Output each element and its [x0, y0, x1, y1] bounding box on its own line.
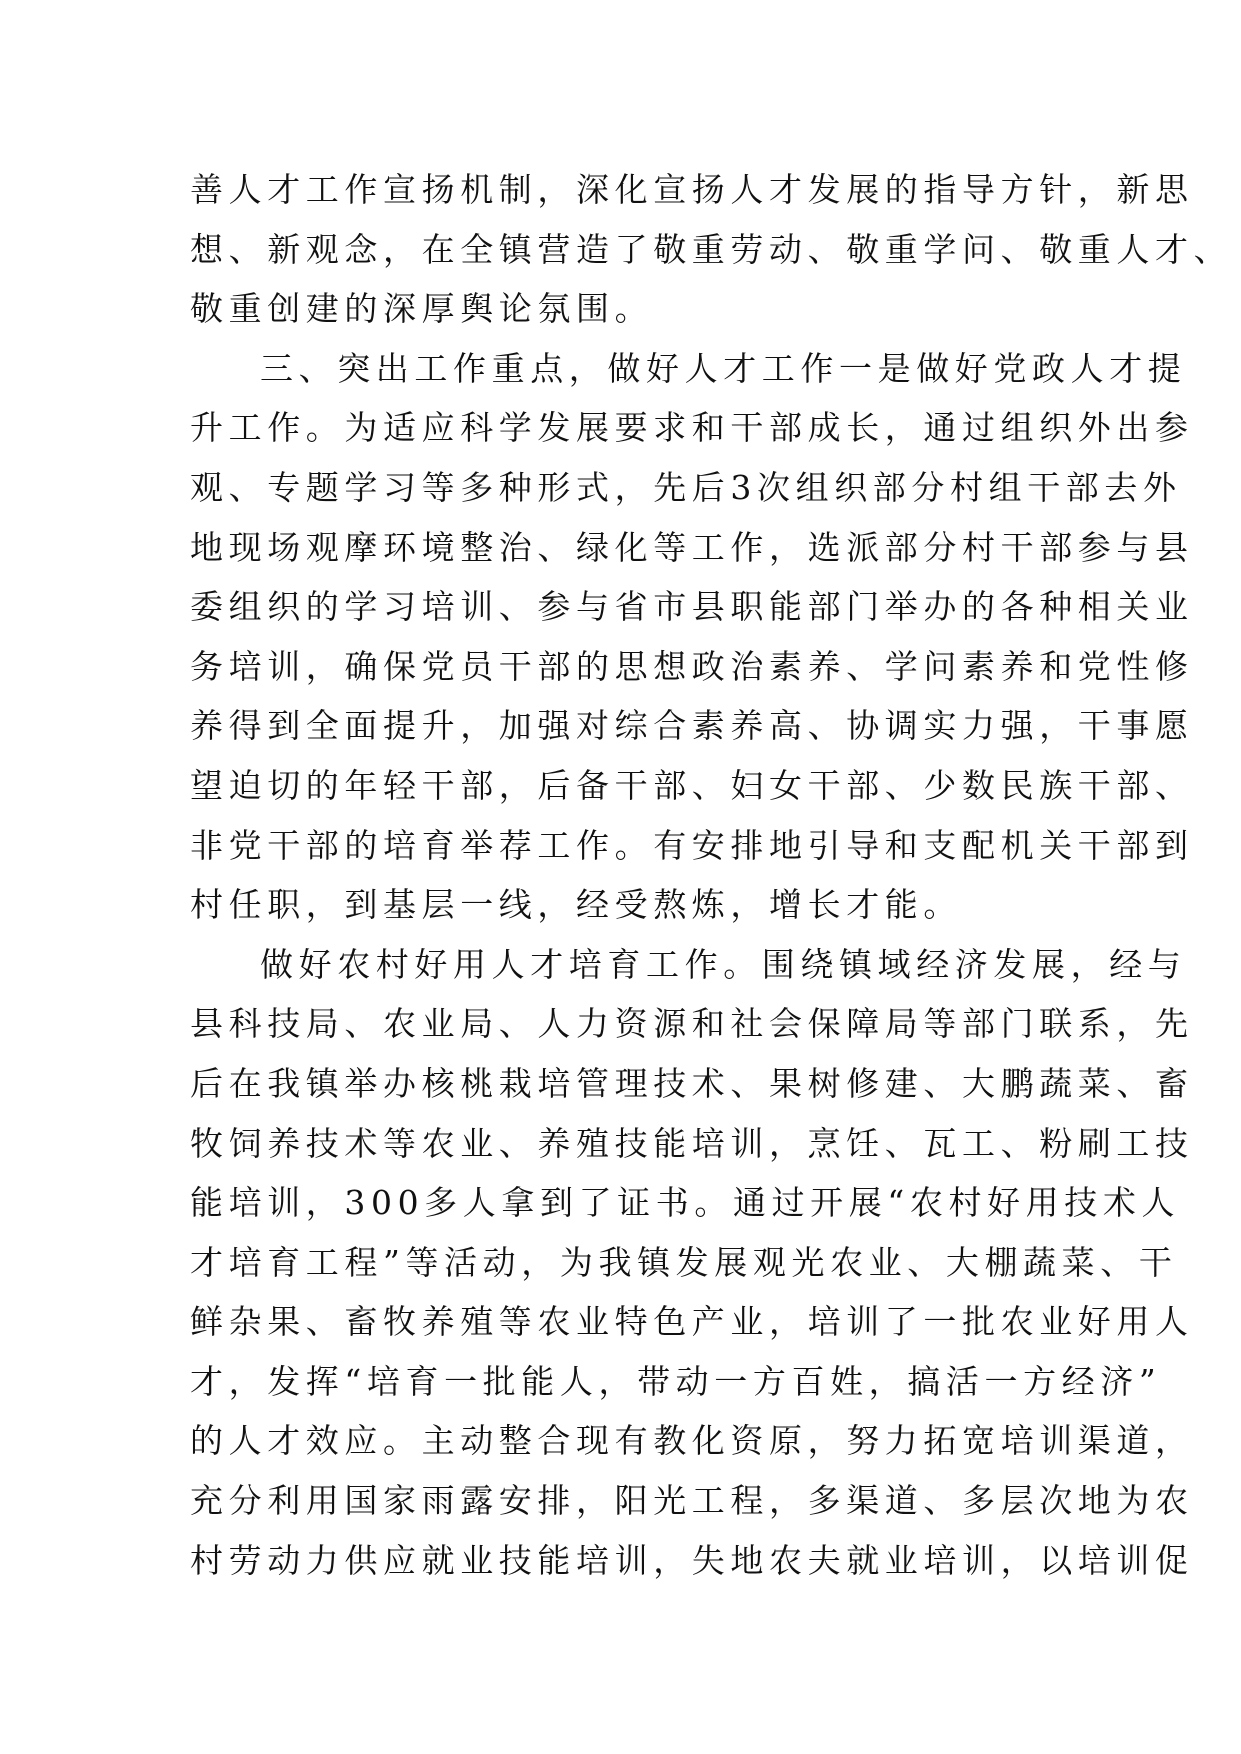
- text-line: 务培训，确保党员干部的思想政治素养、学问素养和党性修: [190, 646, 1194, 686]
- text-line: 牧饲养技术等农业、养殖技能培训，烹饪、瓦工、粉刷工技: [190, 1123, 1194, 1163]
- text-line: 委组织的学习培训、参与省市县职能部门举办的各种相关业: [190, 587, 1194, 627]
- text-line: 善人才工作宣扬机制，深化宣扬人才发展的指导方针，新思: [190, 170, 1194, 209]
- text-line: 地现场观摩环境整治、绿化等工作，选派部分村干部参与县: [190, 527, 1194, 567]
- text-line: 三、突出工作重点，做好人才工作一是做好党政人才提: [260, 348, 1187, 388]
- text-line: 能培训，300多人拿到了证书。通过开展“农村好用技术人: [190, 1183, 1181, 1223]
- text-line: 观、专题学习等多种形式，先后3次组织部分村组干部去外: [190, 467, 1182, 507]
- text-line: 敬重创建的深厚舆论氛围。: [190, 289, 654, 329]
- text-line: 村任职，到基层一线，经受熬炼，增长才能。: [190, 885, 962, 925]
- text-line: 的人才效应。主动整合现有教化资原，努力拓宽培训渠道，: [190, 1421, 1194, 1461]
- text-line: 鲜杂果、畜牧养殖等农业特色产业，培训了一批农业好用人: [190, 1302, 1194, 1342]
- text-line: 才培育工程”等活动，为我镇发展观光农业、大棚蔬菜、干: [190, 1242, 1178, 1282]
- text-line: 县科技局、农业局、人力资源和社会保障局等部门联系，先: [190, 1004, 1194, 1044]
- text-line: 后在我镇举办核桃栽培管理技术、果树修建、大鹏蔬菜、畜: [190, 1063, 1194, 1103]
- text-line: 想、新观念，在全镇营造了敬重劳动、敬重学问、敬重人才、: [190, 229, 1233, 269]
- text-line: 养得到全面提升，加强对综合素养高、协调实力强，干事愿: [190, 706, 1194, 746]
- text-line: 充分利用国家雨露安排，阳光工程，多渠道、多层次地为农: [190, 1481, 1194, 1521]
- text-line: 非党干部的培育举荐工作。有安排地引导和支配机关干部到: [190, 825, 1194, 865]
- text-line: 做好农村好用人才培育工作。围绕镇域经济发展，经与: [260, 944, 1187, 984]
- text-line: 村劳动力供应就业技能培训，失地农夫就业培训，以培训促: [190, 1540, 1194, 1580]
- text-line: 才，发挥“培育一批能人，带动一方百姓，搞活一方经济”: [190, 1361, 1162, 1401]
- text-line: 升工作。为适应科学发展要求和干部成长，通过组织外出参: [190, 408, 1194, 448]
- text-line: 望迫切的年轻干部，后备干部、妇女干部、少数民族干部、: [190, 765, 1194, 805]
- body-text: [190, 160, 1233, 1590]
